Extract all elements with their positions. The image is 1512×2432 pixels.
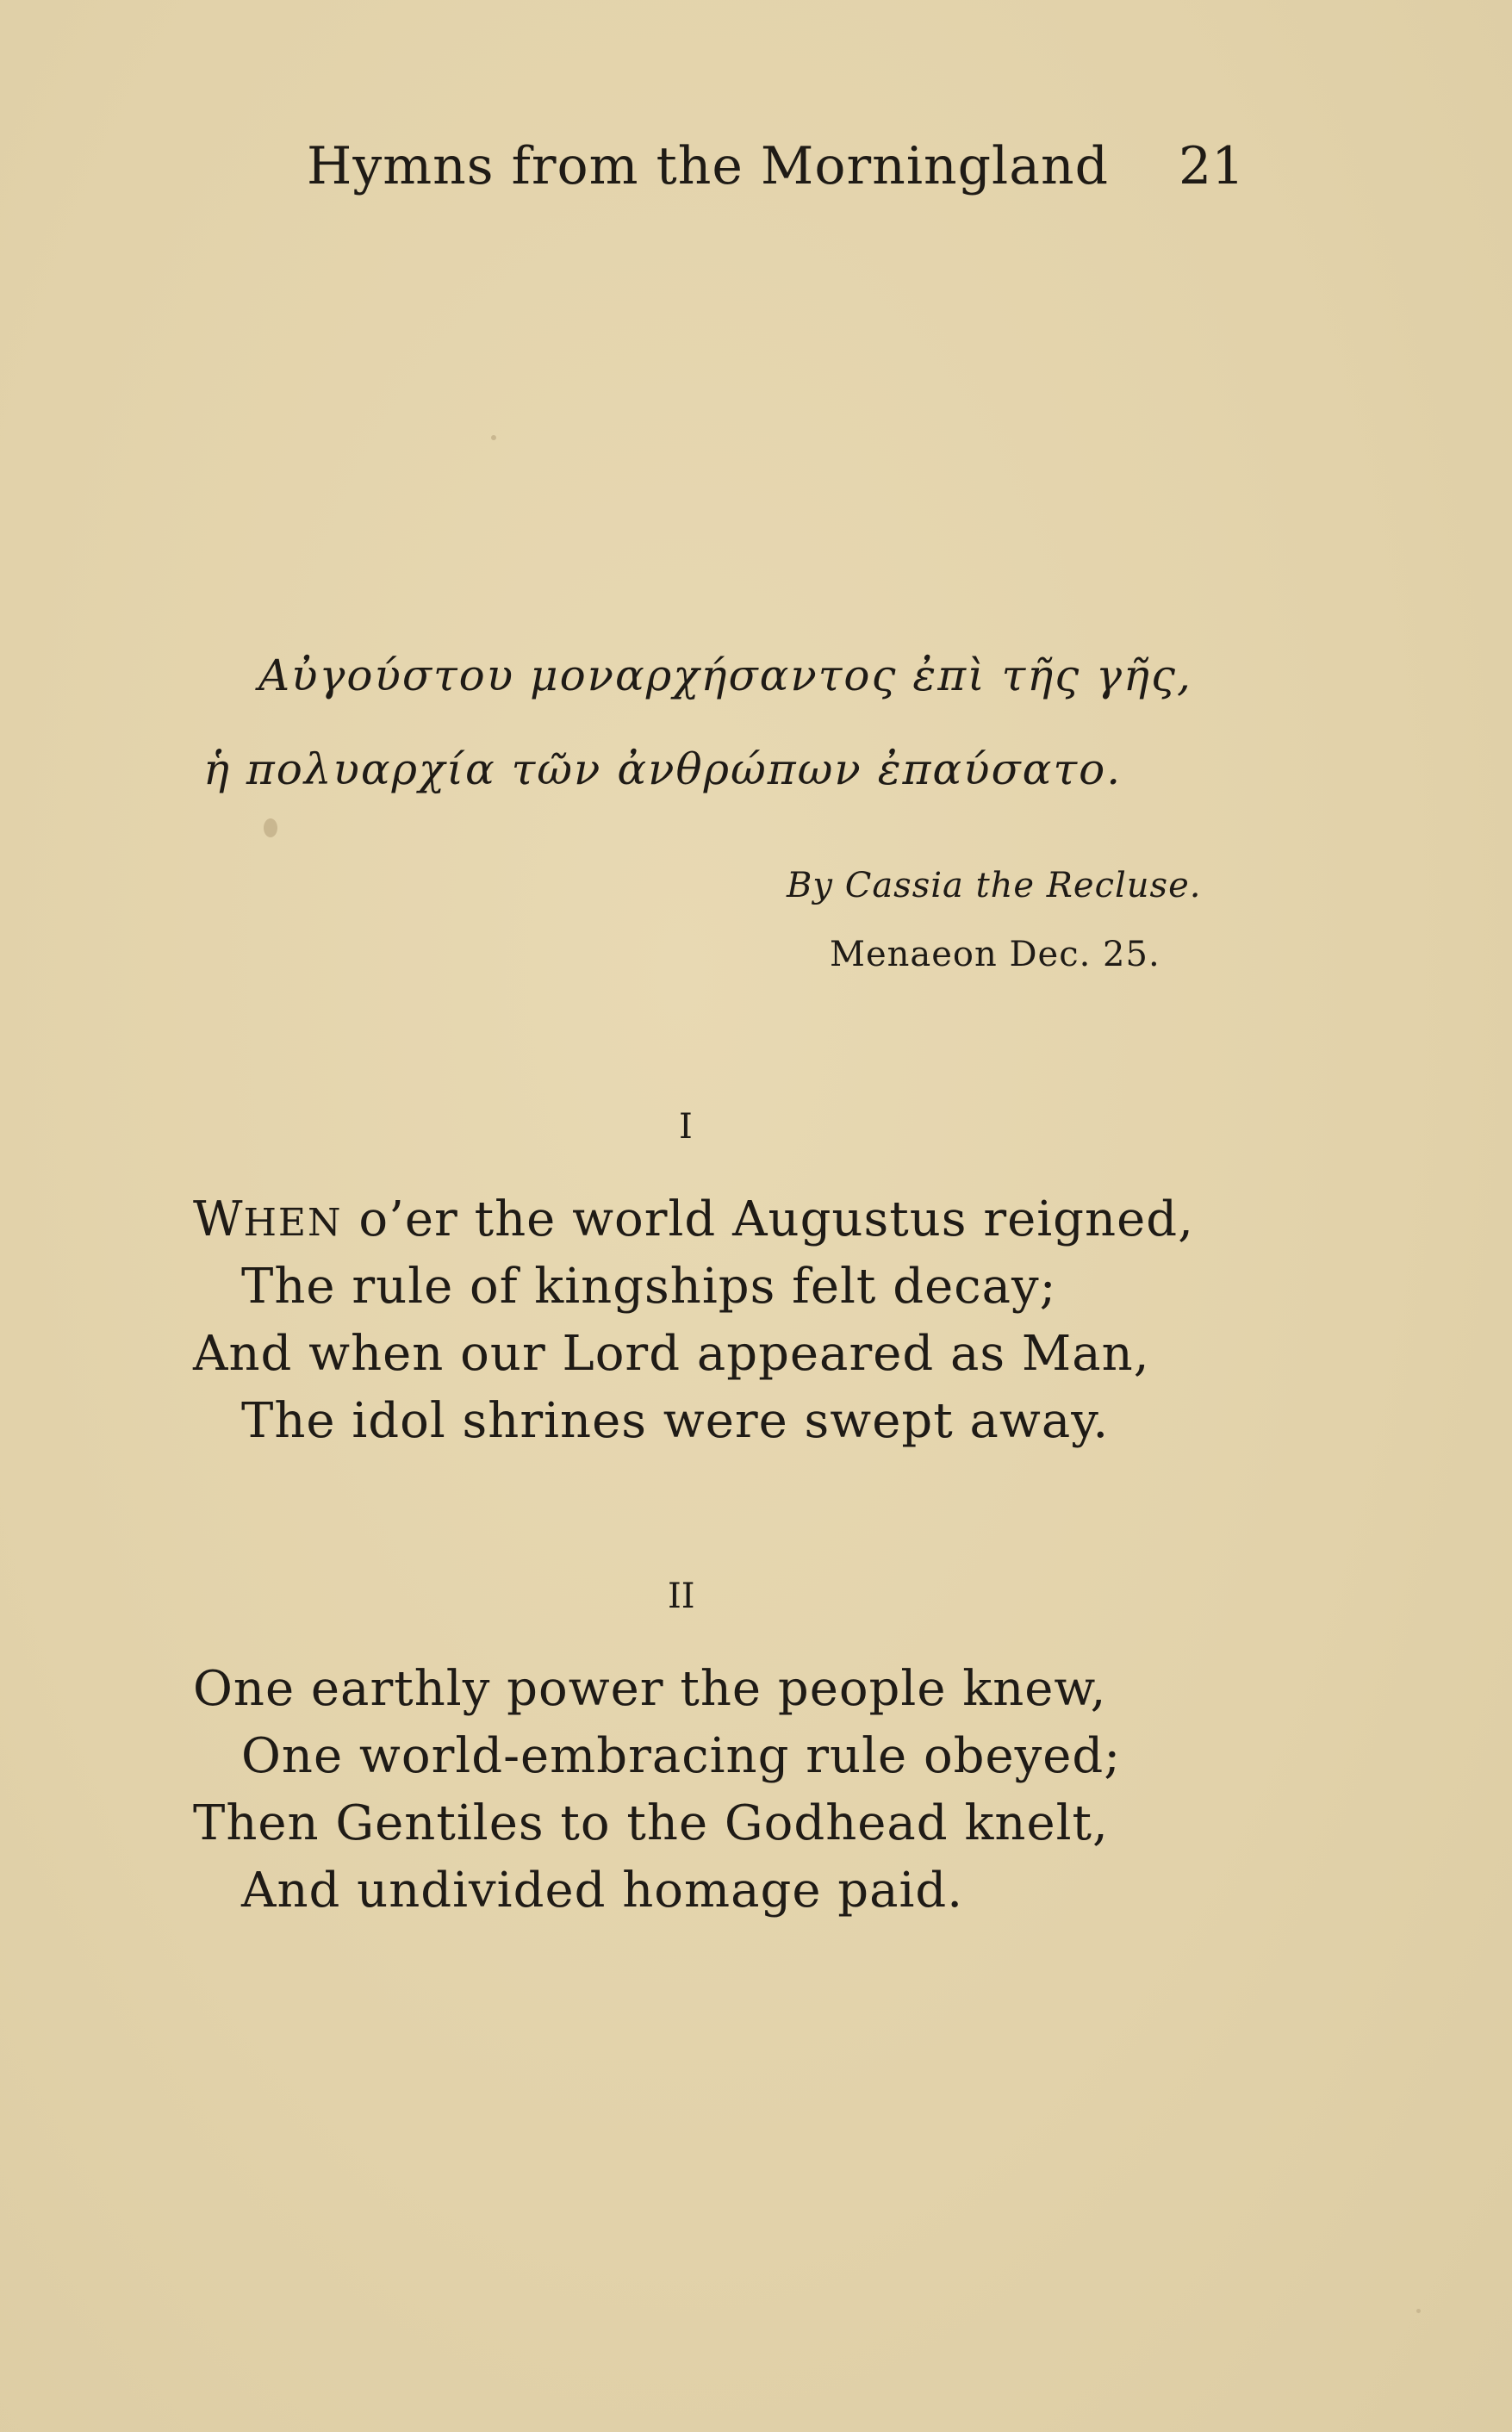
stanza-1-line-1 (193, 1191, 1194, 1247)
greek-epigraph-line-1: Αὐγούστου μοναρχήσαντος ἐπὶ τῆς γῆς, (258, 650, 1192, 700)
stanza-1-line-2: The rule of kingships felt decay; (241, 1259, 1057, 1315)
small-caps-first-word: HEN (243, 1201, 343, 1245)
paper-speck (264, 818, 277, 837)
paper-speck (1416, 2309, 1421, 2313)
page-number: 21 (1179, 136, 1245, 196)
stanza-2-line-3: Then Gentiles to the Godhead knelt, (193, 1795, 1109, 1851)
epigraph-attribution: By Cassia the Recluse. (787, 866, 1202, 905)
epigraph-source: Menaeon Dec. 25. (830, 935, 1160, 974)
stanza-1-line-4: The idol shrines were swept away. (241, 1393, 1110, 1449)
stanza-2-line-2: One world-embracing rule obeyed; (241, 1728, 1122, 1784)
running-title: Hymns from the Morningland (307, 136, 1110, 196)
stanza-number-1: I (679, 1107, 693, 1147)
paper-speck (491, 435, 496, 440)
greek-epigraph-line-2: ἡ πολυαρχία τῶν ἀνθρώπων ἐπαύσατο. (203, 744, 1123, 794)
stanza-1-line-3: And when our Lord appeared as Man, (193, 1326, 1150, 1382)
stanza-2-line-1: One earthly power the people knew, (193, 1661, 1107, 1717)
stanza-1-line-1-text: o’er the world Augustus reigned, (342, 1191, 1194, 1247)
stanza-number-2: II (668, 1577, 695, 1616)
stanza-2-line-4: And undivided homage paid. (241, 1863, 964, 1919)
drop-initial: W (193, 1191, 244, 1247)
